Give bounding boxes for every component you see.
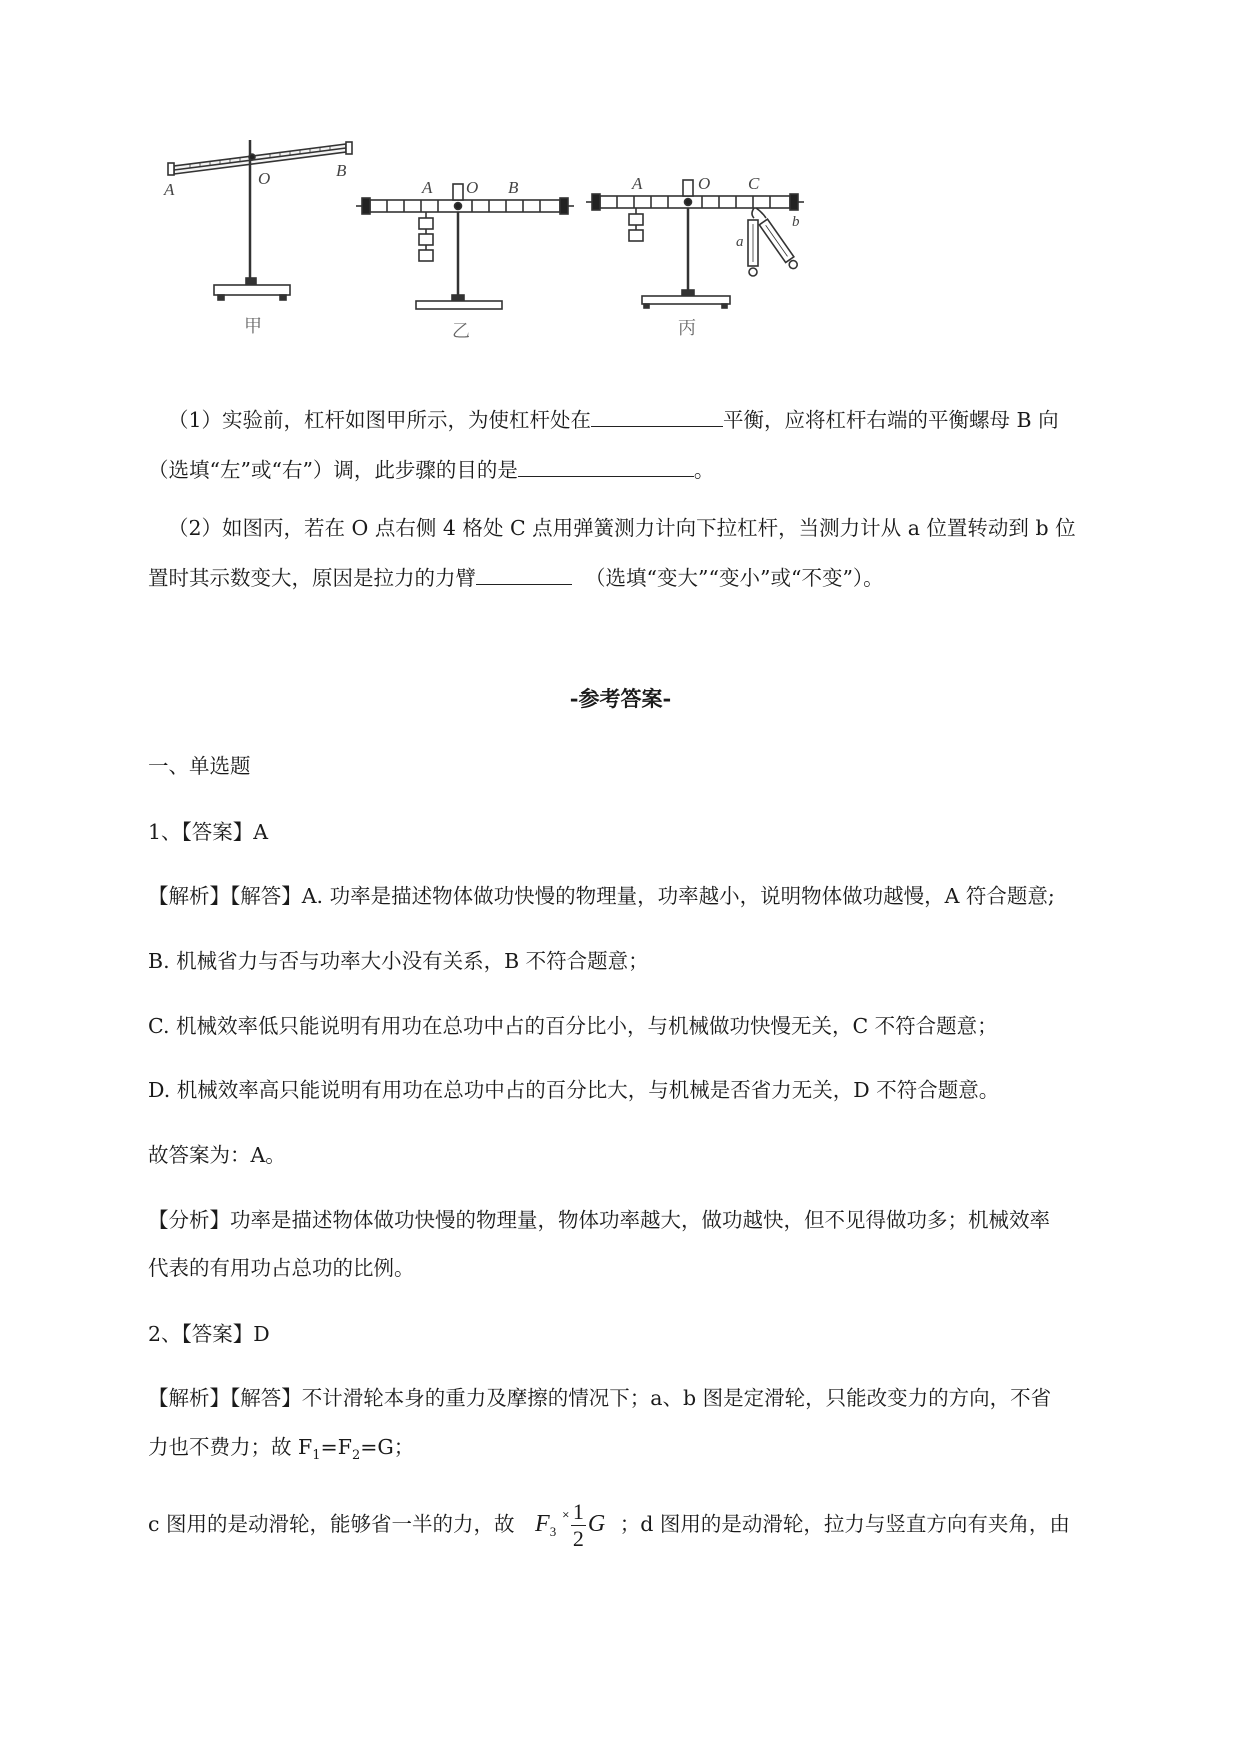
bing-label-b: b — [792, 214, 800, 230]
jia-label-A: A — [164, 180, 175, 199]
formula-eq-symbol: ˟ — [562, 1508, 569, 1527]
answer-2-para-1-line-2: 力也不费力；故 $F_1=F_2=G$； — [148, 1435, 415, 1464]
question-1-line-1: （1）实验前，杠杆如图甲所示，为使杠杆处在 平衡，应将杠杆右端的平衡螺母 B 向 — [148, 396, 1158, 444]
question-2-line-1: （2）如图丙，若在 O 点右侧 4 格处 C 点用弹簧测力计向下拉杠杆，当测力计从 a 位置转动到 b 位 — [168, 516, 1076, 540]
question-2-line-2: 置时其示数变大，原因是拉力的力臂 （选填“变大”“变小”或“不变”）。 — [148, 554, 1158, 602]
answer-1-para-1: 【解析】【解答】A. 功率是描述物体做功快慢的物理量，功率越小，说明物体做功越慢，A 符合题意; — [148, 884, 1055, 908]
lever-bing — [586, 180, 804, 308]
bing-caption: 丙 — [678, 318, 696, 339]
yi-caption: 乙 — [452, 321, 470, 342]
q1-blank-3[interactable] — [518, 456, 694, 478]
answer-2-para-2: c 图用的是动滑轮，能够省一半的力，故 $F_3$ ˟ $\frac{1}{2}$ G ；d 图用的是动滑轮，拉力与竖直方向有夹角，由 — [148, 1499, 1070, 1551]
bing-label-A: A — [632, 174, 643, 193]
jia-caption: 甲 — [244, 316, 262, 337]
yi-label-O: O — [466, 178, 479, 197]
answer-2-para-1-line-1: 【解析】【解答】不计滑轮本身的重力及摩擦的情况下；a、b 图是定滑轮，只能改变力的方向，不省 — [148, 1386, 1052, 1410]
lever-yi — [356, 184, 574, 309]
yi-label-A: A — [422, 178, 433, 197]
lever-jia — [168, 140, 352, 300]
q2-blank-1[interactable] — [476, 564, 572, 586]
answer-1-para-5: 故答案为：A。 — [148, 1143, 286, 1167]
yi-label-B: B — [508, 178, 519, 197]
answer-1-para-3: C. 机械效率低只能说明有用功在总功中占的百分比小，与机械做功快慢无关，C 不符合题意； — [148, 1014, 998, 1038]
section-heading: 一、单选题 — [148, 754, 251, 778]
answer-1-head: 1、【答案】A — [148, 820, 269, 844]
jia-label-O: O — [258, 169, 271, 188]
bing-label-C: C — [748, 174, 760, 193]
bing-label-O: O — [698, 174, 711, 193]
answer-1-analysis-line-2: 代表的有用功占总功的比例。 — [148, 1256, 415, 1280]
answer-1-analysis-line-1: 【分析】功率是描述物体做功快慢的物理量，物体功率越大，做功越快，但不见得做功多；机械效率 — [148, 1208, 1050, 1232]
lever-experiment-figure — [164, 140, 930, 380]
bing-label-a: a — [736, 234, 744, 250]
answers-title: -参考答案- — [569, 686, 672, 711]
formula-fraction: $\frac{1}{2}$ — [572, 1499, 584, 1551]
jia-label-B: B — [336, 161, 347, 180]
answer-1-para-4: D. 机械效率高只能说明有用功在总功中占的百分比大，与机械是否省力无关，D 不符合题意。 — [148, 1078, 1000, 1102]
q1-blank-1[interactable] — [591, 406, 723, 428]
question-1-line-2: （选填“左”或“右”）调，此步骤的目的是 。 — [148, 446, 1158, 494]
answer-1-para-2: B. 机械省力与否与功率大小没有关系，B 不符合题意； — [148, 949, 649, 973]
formula-G: G — [587, 1511, 606, 1537]
answer-2-head: 2、【答案】D — [148, 1322, 270, 1346]
formula-F: F — [535, 1511, 550, 1537]
